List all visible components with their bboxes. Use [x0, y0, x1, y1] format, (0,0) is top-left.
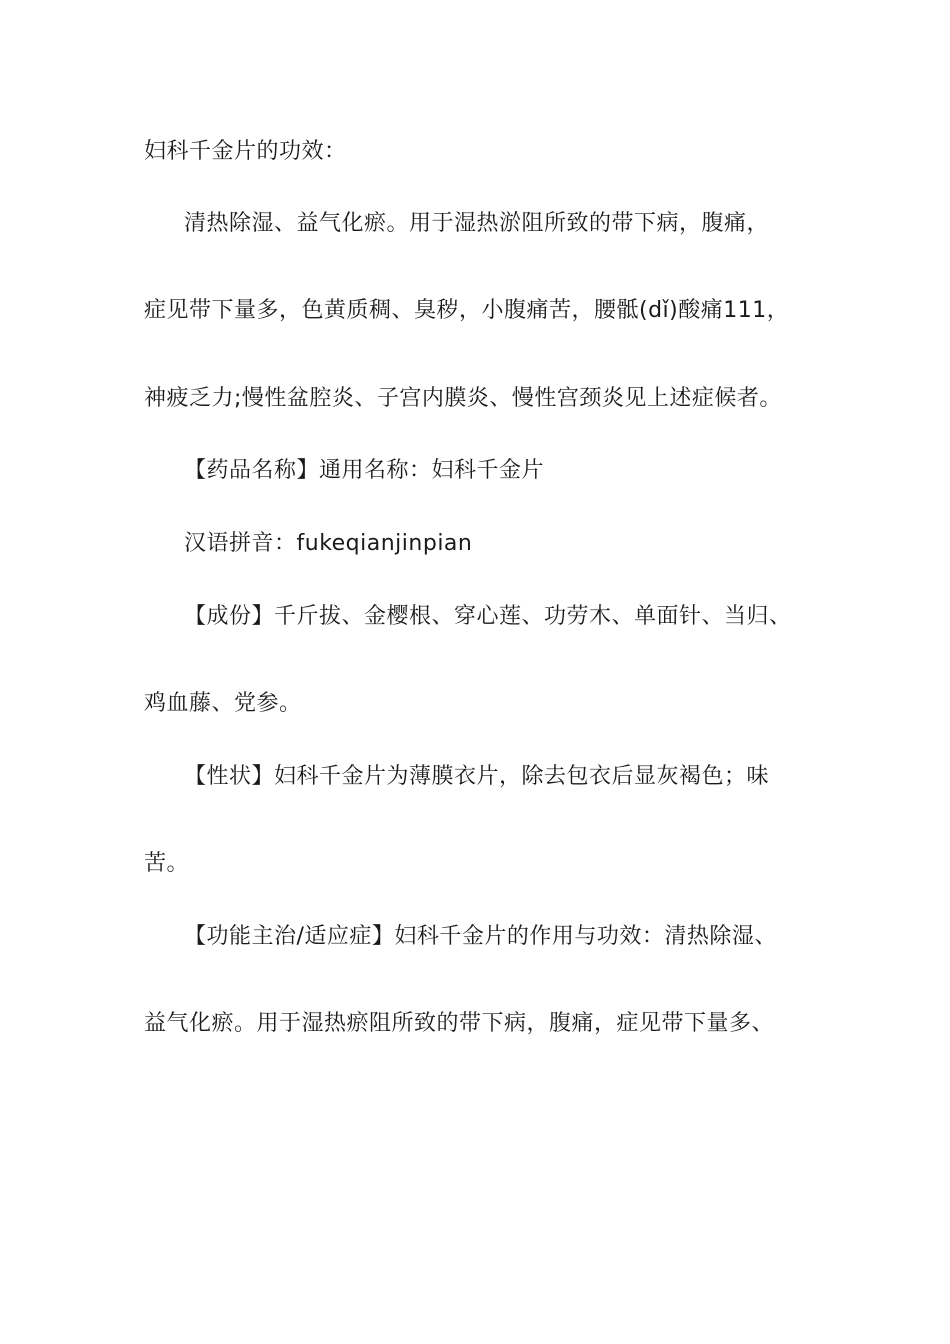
text-line-indications-2: 益气化瘀。用于湿热瘀阻所致的带下病，腹痛，症见带下量多、: [144, 1011, 775, 1036]
text-line-efficacy-3: 神疲乏力;慢性盆腔炎、子宫内膜炎、慢性宫颈炎见上述症候者。: [144, 386, 782, 411]
heading-efficacy: 妇科千金片的功效：: [144, 139, 347, 164]
text-line-efficacy-2: 症见带下量多，色黄质稠、臭秽，小腹痛苦，腰骶(dǐ)酸痛111，: [144, 298, 790, 323]
text-line-appearance-1: 【性状】妇科千金片为薄膜衣片，除去包衣后显灰褐色；味: [184, 764, 770, 789]
text-line-drug-name: 【药品名称】通用名称：妇科千金片: [184, 458, 545, 483]
text-line-pinyin: 汉语拼音：fukeqianjinpian: [184, 531, 473, 556]
text-line-ingredients-2: 鸡血藤、党参。: [144, 691, 302, 716]
text-line-efficacy-1: 清热除湿、益气化瘀。用于湿热淤阻所致的带下病，腹痛，: [184, 211, 770, 236]
text-line-appearance-2: 苦。: [144, 851, 190, 876]
text-line-ingredients-1: 【成份】千斤拔、金樱根、穿心莲、功劳木、单面针、当归、: [184, 604, 792, 629]
text-line-indications-1: 【功能主治/适应症】妇科千金片的作用与功效：清热除湿、: [184, 924, 777, 949]
